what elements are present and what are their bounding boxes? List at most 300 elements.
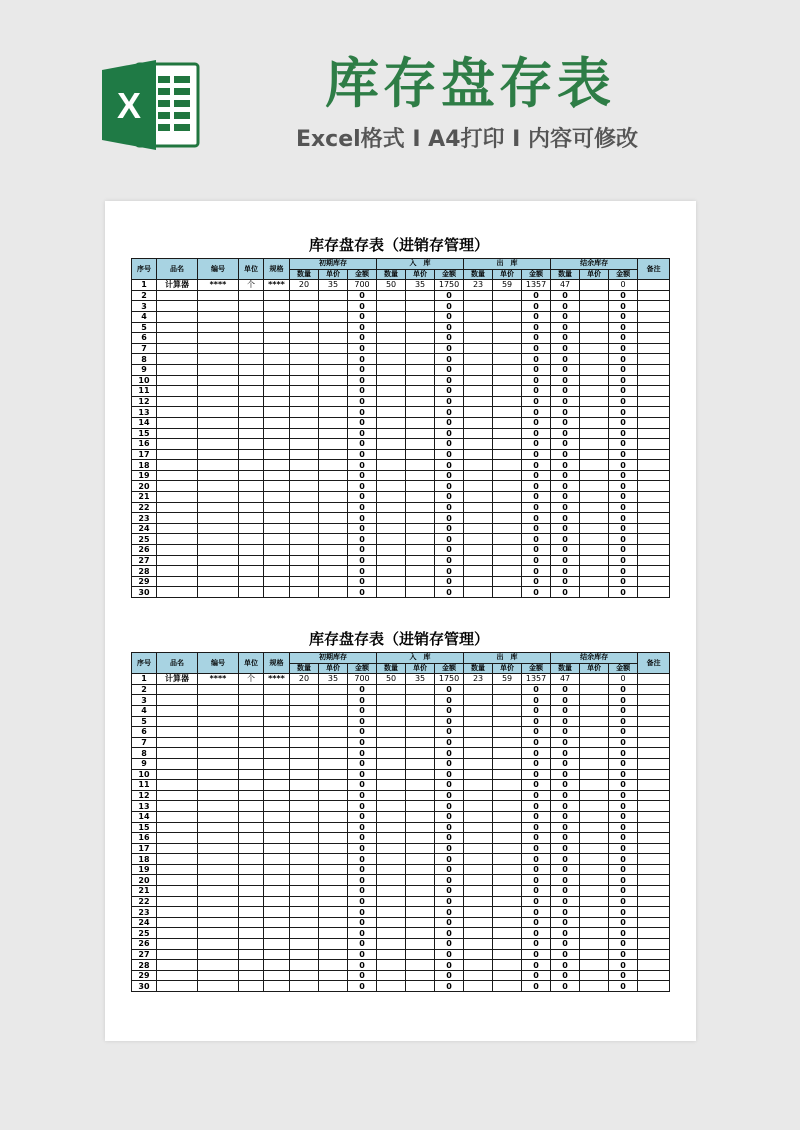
table-cell[interactable] [406,727,435,738]
table-cell[interactable] [464,843,493,854]
table-cell[interactable]: 0 [348,396,377,407]
table-cell[interactable] [377,311,406,322]
table-cell[interactable] [638,354,670,365]
table-cell[interactable] [464,513,493,524]
table-cell[interactable] [464,780,493,791]
table-cell[interactable] [157,481,198,492]
table-cell[interactable]: 0 [609,343,638,354]
table-cell[interactable] [264,811,290,822]
table-cell[interactable] [157,864,198,875]
table-cell[interactable]: 0 [348,523,377,534]
table-cell[interactable]: 0 [522,981,551,992]
table-cell[interactable]: 0 [609,322,638,333]
table-cell[interactable] [638,695,670,706]
row-number-cell[interactable]: 26 [132,545,157,556]
table-cell[interactable] [406,801,435,812]
table-cell[interactable]: 0 [551,470,580,481]
table-cell[interactable] [377,907,406,918]
table-cell[interactable] [377,333,406,344]
table-cell[interactable]: 0 [348,737,377,748]
table-cell[interactable]: 0 [609,492,638,503]
table-cell[interactable] [198,460,239,471]
table-cell[interactable] [406,417,435,428]
table-cell[interactable] [239,886,264,897]
table-cell[interactable] [198,576,239,587]
table-cell[interactable] [290,928,319,939]
table-cell[interactable] [464,875,493,886]
table-cell[interactable]: 0 [348,513,377,524]
table-cell[interactable]: 0 [435,545,464,556]
table-cell[interactable]: 0 [551,534,580,545]
table-cell[interactable] [290,705,319,716]
table-cell[interactable] [493,523,522,534]
table-cell[interactable] [464,748,493,759]
table-cell[interactable] [157,928,198,939]
table-cell[interactable] [464,534,493,545]
row-number-cell[interactable]: 11 [132,780,157,791]
table-cell[interactable]: 0 [551,769,580,780]
table-cell[interactable] [198,407,239,418]
table-cell[interactable] [239,523,264,534]
table-cell[interactable]: 20 [290,280,319,291]
table-cell[interactable] [493,737,522,748]
table-cell[interactable]: 0 [551,460,580,471]
table-cell[interactable] [239,896,264,907]
table-cell[interactable] [493,301,522,312]
table-cell[interactable] [406,705,435,716]
table-cell[interactable] [157,460,198,471]
table-cell[interactable] [377,758,406,769]
table-cell[interactable] [377,822,406,833]
table-cell[interactable] [157,322,198,333]
table-cell[interactable] [290,896,319,907]
table-cell[interactable] [464,311,493,322]
table-cell[interactable]: 0 [435,939,464,950]
table-cell[interactable] [319,396,348,407]
table-cell[interactable] [157,822,198,833]
table-cell[interactable] [406,470,435,481]
table-cell[interactable]: 0 [609,748,638,759]
table-cell[interactable] [319,322,348,333]
table-cell[interactable]: 0 [348,502,377,513]
table-cell[interactable] [198,917,239,928]
table-cell[interactable] [157,727,198,738]
table-cell[interactable]: 0 [522,576,551,587]
table-cell[interactable] [290,449,319,460]
table-cell[interactable] [157,716,198,727]
table-cell[interactable] [239,949,264,960]
table-cell[interactable] [319,460,348,471]
table-cell[interactable] [319,790,348,801]
table-cell[interactable] [493,928,522,939]
table-cell[interactable]: 0 [435,716,464,727]
table-cell[interactable]: 0 [348,748,377,759]
table-cell[interactable] [638,769,670,780]
table-cell[interactable]: 0 [609,716,638,727]
table-cell[interactable] [493,576,522,587]
table-cell[interactable]: 1750 [435,280,464,291]
table-cell[interactable] [290,833,319,844]
table-cell[interactable] [290,354,319,365]
table-cell[interactable]: 0 [435,695,464,706]
table-cell[interactable] [319,354,348,365]
row-number-cell[interactable]: 8 [132,354,157,365]
table-cell[interactable] [493,758,522,769]
table-cell[interactable] [464,417,493,428]
table-cell[interactable] [638,290,670,301]
table-cell[interactable] [377,513,406,524]
table-cell[interactable]: 0 [609,801,638,812]
table-cell[interactable] [264,576,290,587]
table-cell[interactable] [239,748,264,759]
table-cell[interactable] [377,364,406,375]
table-cell[interactable] [406,523,435,534]
table-cell[interactable] [406,481,435,492]
table-cell[interactable] [406,886,435,897]
table-cell[interactable] [464,333,493,344]
table-cell[interactable]: 0 [348,407,377,418]
table-cell[interactable] [377,695,406,706]
table-cell[interactable] [264,470,290,481]
table-cell[interactable] [198,481,239,492]
table-cell[interactable] [290,970,319,981]
table-cell[interactable] [406,576,435,587]
table-cell[interactable] [198,822,239,833]
table-cell[interactable] [493,290,522,301]
table-cell[interactable] [198,896,239,907]
table-cell[interactable]: 0 [609,439,638,450]
table-cell[interactable] [638,896,670,907]
table-cell[interactable] [377,949,406,960]
table-cell[interactable] [580,502,609,513]
table-cell[interactable] [264,875,290,886]
table-cell[interactable] [198,833,239,844]
table-cell[interactable] [319,875,348,886]
table-cell[interactable] [493,555,522,566]
table-cell[interactable]: 0 [435,449,464,460]
table-cell[interactable] [264,854,290,865]
table-cell[interactable] [239,917,264,928]
row-number-cell[interactable]: 16 [132,833,157,844]
table-cell[interactable] [290,322,319,333]
table-cell[interactable] [406,333,435,344]
table-cell[interactable] [290,439,319,450]
table-cell[interactable]: 0 [609,481,638,492]
table-cell[interactable]: 0 [609,428,638,439]
table-cell[interactable] [239,333,264,344]
table-cell[interactable]: 0 [435,311,464,322]
table-cell[interactable] [638,555,670,566]
table-cell[interactable]: 0 [348,843,377,854]
table-cell[interactable] [493,939,522,950]
table-cell[interactable] [406,375,435,386]
table-cell[interactable] [264,864,290,875]
table-cell[interactable] [638,822,670,833]
table-cell[interactable]: 0 [348,333,377,344]
table-cell[interactable] [464,354,493,365]
table-cell[interactable] [198,843,239,854]
table-cell[interactable] [239,386,264,397]
table-cell[interactable] [493,769,522,780]
table-cell[interactable] [157,545,198,556]
table-cell[interactable]: 0 [522,375,551,386]
table-cell[interactable] [264,428,290,439]
table-cell[interactable]: 1357 [522,280,551,291]
table-cell[interactable] [239,854,264,865]
table-cell[interactable] [464,545,493,556]
table-cell[interactable] [377,854,406,865]
table-cell[interactable]: 0 [435,290,464,301]
table-cell[interactable] [157,833,198,844]
table-cell[interactable]: 0 [435,748,464,759]
table-cell[interactable] [464,301,493,312]
table-cell[interactable] [580,970,609,981]
table-cell[interactable]: 0 [348,364,377,375]
table-cell[interactable]: 0 [435,949,464,960]
table-cell[interactable] [406,737,435,748]
table-cell[interactable] [264,917,290,928]
row-number-cell[interactable]: 24 [132,523,157,534]
table-cell[interactable] [264,364,290,375]
table-cell[interactable] [319,386,348,397]
table-cell[interactable]: 0 [609,674,638,685]
table-cell[interactable] [464,587,493,598]
table-cell[interactable]: 0 [609,301,638,312]
table-cell[interactable]: 0 [551,705,580,716]
table-cell[interactable] [377,705,406,716]
table-cell[interactable]: 0 [348,492,377,503]
table-cell[interactable] [638,396,670,407]
table-cell[interactable] [319,566,348,577]
table-cell[interactable]: 0 [435,811,464,822]
table-cell[interactable] [198,737,239,748]
table-cell[interactable] [377,470,406,481]
table-cell[interactable] [157,386,198,397]
table-cell[interactable] [638,801,670,812]
table-cell[interactable] [319,780,348,791]
table-cell[interactable]: 0 [435,822,464,833]
table-cell[interactable]: 0 [522,555,551,566]
table-cell[interactable] [319,928,348,939]
table-cell[interactable] [580,875,609,886]
table-cell[interactable] [406,949,435,960]
table-cell[interactable]: 0 [435,854,464,865]
table-cell[interactable] [464,970,493,981]
table-cell[interactable] [239,907,264,918]
table-cell[interactable]: 0 [551,928,580,939]
table-cell[interactable]: 0 [435,981,464,992]
table-cell[interactable]: 0 [522,684,551,695]
table-cell[interactable] [464,907,493,918]
table-cell[interactable] [239,555,264,566]
table-cell[interactable] [580,928,609,939]
table-cell[interactable] [157,449,198,460]
table-cell[interactable]: 0 [609,502,638,513]
table-cell[interactable]: 35 [319,280,348,291]
table-cell[interactable] [406,534,435,545]
table-cell[interactable] [580,949,609,960]
table-cell[interactable]: 0 [435,439,464,450]
table-cell[interactable] [157,970,198,981]
table-cell[interactable]: 59 [493,674,522,685]
table-cell[interactable]: 0 [522,960,551,971]
table-cell[interactable] [319,502,348,513]
table-cell[interactable]: 0 [348,811,377,822]
table-cell[interactable] [319,534,348,545]
table-cell[interactable] [638,716,670,727]
table-cell[interactable]: 0 [348,716,377,727]
table-cell[interactable] [580,748,609,759]
table-cell[interactable]: 0 [609,705,638,716]
table-cell[interactable] [319,737,348,748]
table-cell[interactable] [580,587,609,598]
table-cell[interactable] [464,428,493,439]
table-cell[interactable] [493,833,522,844]
table-cell[interactable] [493,396,522,407]
table-cell[interactable] [239,705,264,716]
table-cell[interactable]: 0 [522,716,551,727]
table-cell[interactable] [377,886,406,897]
table-cell[interactable] [377,769,406,780]
table-cell[interactable] [157,854,198,865]
table-cell[interactable] [319,343,348,354]
table-cell[interactable]: 0 [522,811,551,822]
table-cell[interactable] [264,322,290,333]
table-cell[interactable] [290,523,319,534]
table-cell[interactable] [638,523,670,534]
table-cell[interactable] [157,534,198,545]
table-cell[interactable] [464,290,493,301]
table-cell[interactable] [377,576,406,587]
table-cell[interactable] [406,833,435,844]
table-cell[interactable] [464,833,493,844]
table-cell[interactable]: 0 [348,386,377,397]
table-cell[interactable]: 0 [522,705,551,716]
table-cell[interactable] [638,970,670,981]
table-cell[interactable] [493,780,522,791]
table-cell[interactable] [638,843,670,854]
table-cell[interactable] [638,333,670,344]
table-cell[interactable] [464,523,493,534]
row-number-cell[interactable]: 28 [132,566,157,577]
table-cell[interactable]: 个 [239,280,264,291]
table-cell[interactable] [264,534,290,545]
table-cell[interactable] [377,290,406,301]
table-cell[interactable]: 0 [435,513,464,524]
table-cell[interactable]: 0 [348,833,377,844]
table-cell[interactable]: 0 [348,545,377,556]
table-cell[interactable] [319,470,348,481]
table-cell[interactable] [198,311,239,322]
table-cell[interactable] [319,684,348,695]
table-cell[interactable]: 0 [551,417,580,428]
table-cell[interactable] [464,481,493,492]
table-cell[interactable] [406,301,435,312]
row-number-cell[interactable]: 21 [132,886,157,897]
table-cell[interactable]: 0 [522,513,551,524]
table-cell[interactable] [198,428,239,439]
table-cell[interactable]: 0 [551,748,580,759]
table-cell[interactable] [580,566,609,577]
table-cell[interactable] [638,545,670,556]
table-cell[interactable] [406,843,435,854]
table-cell[interactable] [290,343,319,354]
table-cell[interactable]: 0 [348,864,377,875]
table-cell[interactable]: 0 [551,343,580,354]
table-cell[interactable]: 0 [435,523,464,534]
table-cell[interactable] [198,727,239,738]
table-cell[interactable] [198,566,239,577]
table-cell[interactable] [319,833,348,844]
table-cell[interactable]: 0 [435,417,464,428]
table-cell[interactable]: 0 [551,939,580,950]
table-cell[interactable] [264,705,290,716]
table-cell[interactable] [580,833,609,844]
table-cell[interactable]: 0 [435,555,464,566]
table-cell[interactable]: 0 [551,896,580,907]
row-number-cell[interactable]: 20 [132,875,157,886]
table-cell[interactable]: 0 [435,737,464,748]
table-cell[interactable] [157,917,198,928]
table-cell[interactable]: 0 [522,322,551,333]
table-cell[interactable] [239,481,264,492]
table-cell[interactable] [580,470,609,481]
table-cell[interactable] [638,407,670,418]
table-cell[interactable] [377,523,406,534]
table-cell[interactable]: 0 [522,886,551,897]
table-cell[interactable] [264,566,290,577]
table-cell[interactable]: 计算器 [157,280,198,291]
table-cell[interactable]: 0 [348,917,377,928]
table-cell[interactable] [319,449,348,460]
table-cell[interactable] [264,481,290,492]
table-cell[interactable] [580,460,609,471]
table-cell[interactable] [377,428,406,439]
table-cell[interactable] [377,417,406,428]
table-cell[interactable] [157,758,198,769]
table-cell[interactable] [239,354,264,365]
table-cell[interactable]: 0 [522,748,551,759]
table-cell[interactable] [493,748,522,759]
table-cell[interactable]: 0 [609,769,638,780]
table-cell[interactable] [319,492,348,503]
table-cell[interactable] [239,833,264,844]
table-cell[interactable]: 0 [522,460,551,471]
table-cell[interactable]: 35 [319,674,348,685]
table-cell[interactable] [239,470,264,481]
table-cell[interactable] [290,470,319,481]
table-cell[interactable] [290,407,319,418]
table-cell[interactable]: 0 [435,864,464,875]
table-cell[interactable] [377,727,406,738]
table-cell[interactable]: 0 [435,343,464,354]
table-cell[interactable] [406,460,435,471]
table-cell[interactable] [580,801,609,812]
table-cell[interactable] [290,939,319,950]
table-cell[interactable] [319,769,348,780]
table-cell[interactable]: 0 [609,354,638,365]
table-cell[interactable]: 0 [522,364,551,375]
table-cell[interactable] [290,790,319,801]
table-cell[interactable] [493,364,522,375]
row-number-cell[interactable]: 17 [132,843,157,854]
table-cell[interactable] [290,396,319,407]
table-cell[interactable]: 0 [609,396,638,407]
table-cell[interactable] [493,981,522,992]
table-cell[interactable] [464,737,493,748]
table-cell[interactable] [198,364,239,375]
table-cell[interactable]: 0 [522,854,551,865]
